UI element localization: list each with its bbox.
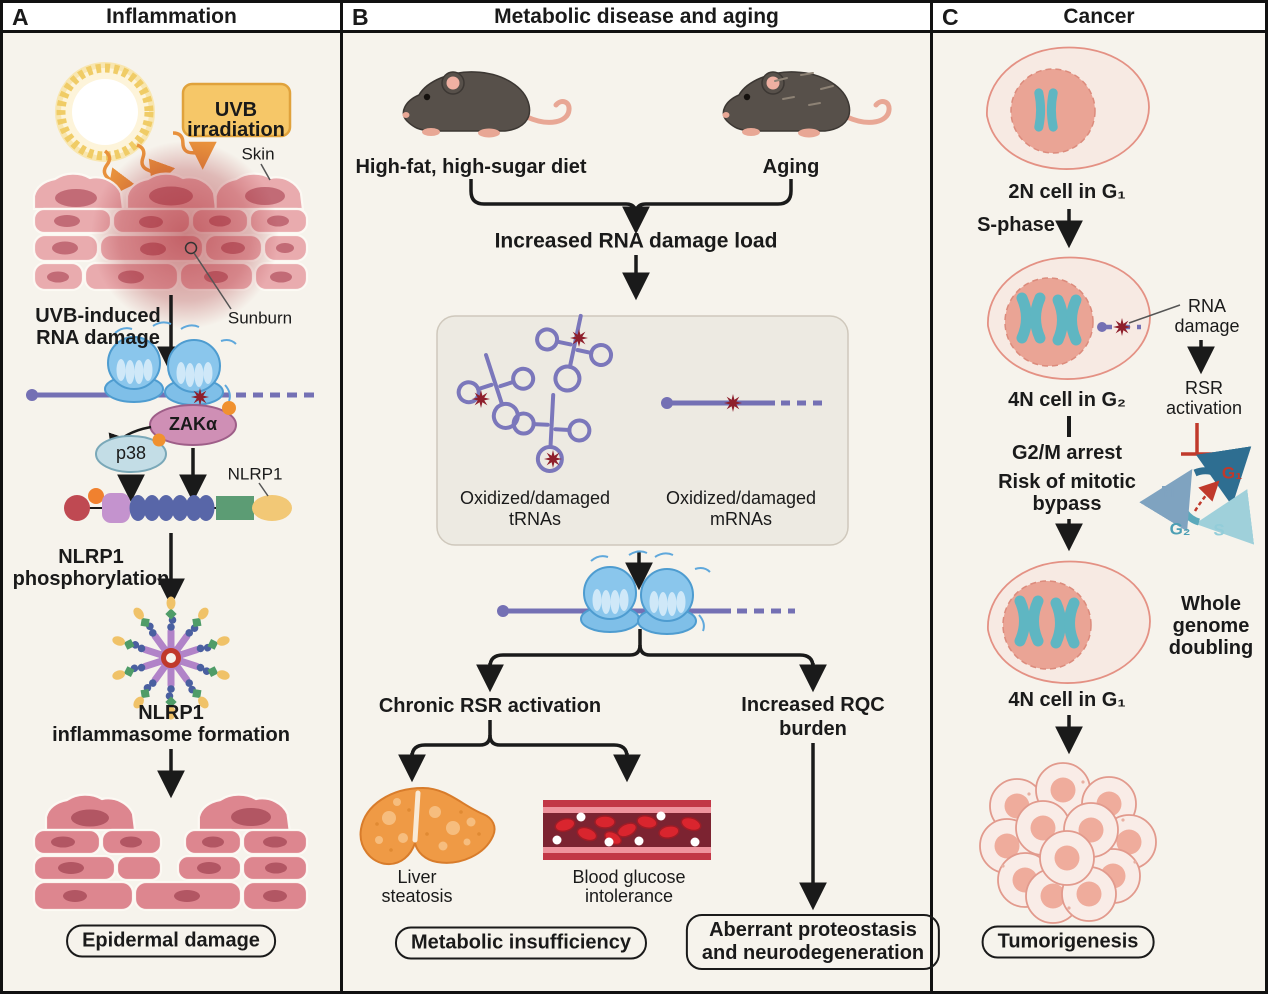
phosphorylation-label-line1: NLRP1 [58,546,124,568]
panel-c-cancer [933,33,1265,994]
inflammasome-label-line2: inflammasome formation [52,724,290,746]
panel-a-graphics [3,33,340,994]
panel-c-title: Cancer [1063,4,1135,28]
panel-c-letter: C [942,4,959,30]
cycle-m-label: M [1160,482,1176,502]
mrna-label-line1: Oxidized/damaged [665,488,817,509]
tumorigenesis-box: Tumorigenesis [982,926,1155,959]
uvb-box-label-line1: UVB [214,99,258,121]
panel-b-header [343,3,933,33]
tumor-cluster-icon [980,763,1156,923]
zaka-phospho-dot [222,401,236,415]
panel-b-letter: B [352,4,369,30]
uvb-rna-damage-label-line1: UVB-induced [35,305,161,327]
damaged-skin-tissue [34,795,307,910]
rqc-label-line1: Increased RQC [741,694,885,716]
inflammasome-label-line1: NLRP1 [138,702,204,724]
cycle-g1-label: G₁ [1221,463,1243,483]
trna-label-line2: tRNAs [508,509,562,530]
bracket-ribosome-split [490,629,813,687]
mouse-hfd-label: High-fat, high-sugar diet [355,156,587,178]
liver-icon [361,788,495,864]
rna-damage-label-line1: RNA [1187,296,1227,317]
cycle-g2-label: G₂ [1169,519,1191,539]
inhibition-tbar-icon [1181,423,1213,454]
panel-headers [3,3,1265,33]
mouse-aging-label: Aging [762,156,820,178]
damaged-rna-box [437,316,848,545]
sunburn-label: Sunburn [227,308,293,328]
bracket-rsr-split [412,720,627,777]
metabolic-insufficiency-box: Metabolic insufficiency [395,927,647,960]
blood-label-line2: intolerance [584,886,674,907]
trna-label-line1: Oxidized/damaged [459,488,611,509]
sunburn-glow [91,141,279,329]
rna-damage-label-line2: damage [1174,316,1240,337]
panel-c-header [933,3,1265,33]
cell-4n-g2 [988,257,1150,379]
panel-a-inflammation [3,33,343,994]
nlrp1-label: NLRP1 [227,464,283,484]
mrna-label-line2: mRNAs [710,509,772,530]
uvb-rna-damage-label-line2: RNA damage [36,327,160,349]
s-phase-label: S-phase [977,214,1055,236]
proteostasis-box [686,914,940,970]
proteostasis-box-line1: Aberrant proteostasis [709,919,917,941]
wgd-label-line3: doubling [1168,637,1254,659]
bracket-mice-converge [471,179,791,229]
rqc-label-line2: burden [779,718,847,740]
mouse-hfd-icon [403,72,570,138]
panel-a-letter: A [12,4,29,30]
p38-label: p38 [115,443,147,464]
rsr-activation-label-line2: activation [1165,398,1243,419]
proteostasis-box-line2: and neurodegeneration [701,942,925,964]
cell-2n-g1 [987,47,1149,169]
blood-label-line1: Blood glucose [572,867,686,888]
cell2-label: 4N cell in G₂ [1008,389,1126,411]
panel-a-title: Inflammation [106,4,237,28]
cell3-label: 4N cell in G₁ [1008,689,1126,711]
rsr-activation-label-line1: RSR [1184,378,1224,399]
wgd-label-line1: Whole [1181,593,1241,615]
g2m-arrest-label: G2/M arrest [1011,442,1123,464]
cell1-label: 2N cell in G₁ [1008,181,1126,203]
phosphorylation-label-line2: phosphorylation [12,568,170,590]
uvb-box-label-line2: irradiation [187,119,285,141]
mitotic-bypass-label-line1: Risk of mitotic [998,471,1136,493]
nlrp1-domain-diagram [64,483,292,523]
skin-label: Skin [241,144,275,164]
cycle-s-label: S [1213,520,1225,540]
blood-vessel-icon [543,800,711,860]
chronic-rsr-label: Chronic RSR activation [378,695,602,717]
mouse-aging-icon [723,72,890,138]
panel-b-title: Metabolic disease and aging [494,4,779,28]
collided-ribosomes [497,551,795,634]
p38-phospho-dot [153,434,166,447]
liver-label-line2: steatosis [381,886,453,907]
wgd-label-line2: genome [1172,615,1250,637]
mitotic-bypass-label-line2: bypass [1032,493,1102,515]
cell-4n-g1 [988,561,1150,683]
zaka-label: ZAKα [168,414,218,435]
panel-b-metabolic [343,33,933,994]
rna-damage-load-label: Increased RNA damage load [494,229,778,253]
panel-a-header [3,3,343,33]
liver-label-line1: Liver [397,867,437,888]
epidermal-damage-box: Epidermal damage [66,925,276,958]
